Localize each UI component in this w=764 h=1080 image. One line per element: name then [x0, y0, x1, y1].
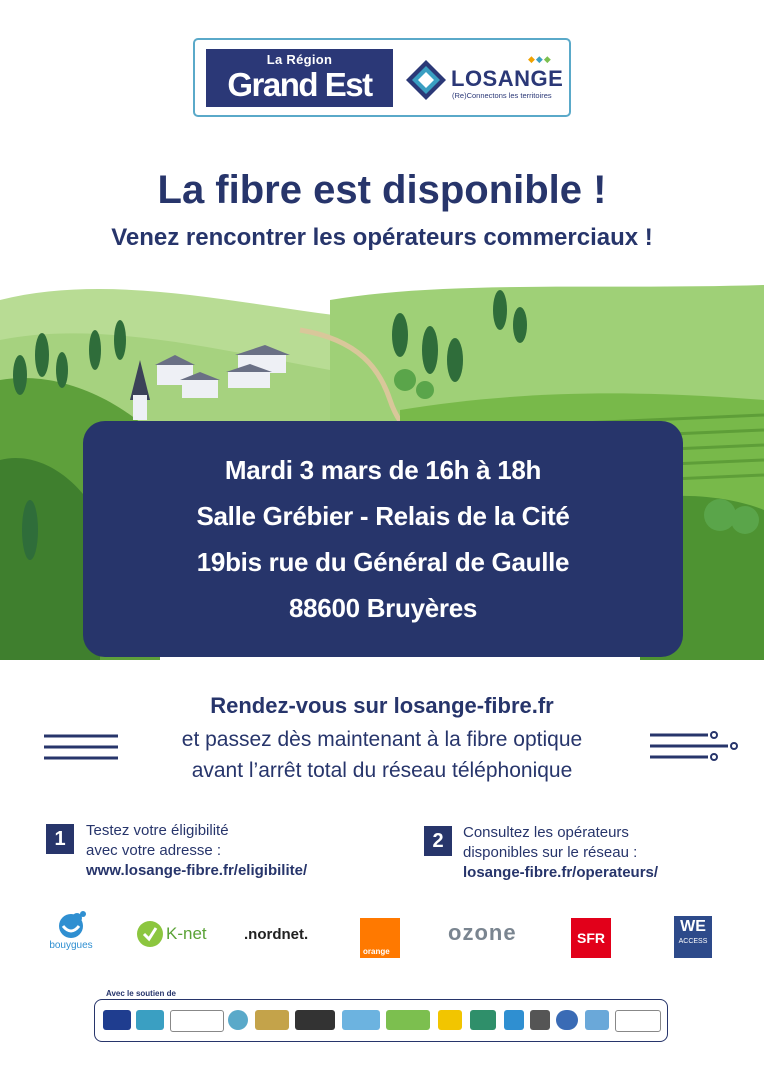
event-date: Mardi 3 mars de 16h à 18h: [224, 455, 542, 485]
event-city: 88600 Bruyères: [288, 593, 478, 623]
aube-logo: [295, 1010, 335, 1030]
event-venue: Salle Grébier - Relais de la Cité: [196, 501, 570, 531]
step-1-link[interactable]: www.losange-fibre.fr/eligibilite/: [86, 862, 308, 879]
sponsor-logo-2: [170, 1010, 224, 1032]
eu-flag-icon: [103, 1010, 131, 1030]
region-label: La Région: [266, 52, 333, 67]
cta-line3: avant l’arrêt total du réseau téléphonique: [191, 759, 573, 782]
knet-circle-icon: [136, 920, 164, 948]
sponsor-logo-4: [255, 1010, 289, 1030]
region-name: Grand Est: [227, 66, 372, 103]
weaccess-top: WE: [680, 918, 706, 935]
fiber-lines-right-icon: [648, 730, 740, 764]
haute-marne-logo: [342, 1010, 380, 1030]
sponsor-logo-7: [504, 1010, 524, 1030]
sponsor-logo-10: [585, 1010, 609, 1030]
knet-name: K-net: [166, 924, 207, 943]
region-grand-est-logo: [206, 49, 393, 107]
sfr-logo: SFR: [571, 918, 611, 958]
weaccess-logo: [674, 916, 712, 958]
step-2-badge: 2: [424, 826, 452, 856]
event-info-box: [83, 421, 683, 657]
cta-website[interactable]: Rendez-vous sur losange-fibre.fr: [210, 693, 554, 718]
sponsor-logo-11: [615, 1010, 661, 1032]
bouygues-name: bouygues: [49, 940, 93, 951]
step-2-line1: Consultez les opérateurs: [463, 824, 629, 841]
support-label: Avec le soutien de: [106, 989, 176, 998]
sponsor-logo-5: [438, 1010, 462, 1030]
cta-line2: et passez dès maintenant à la fibre optique: [181, 728, 583, 751]
bouygues-logo: [46, 910, 96, 958]
sponsor-logo-6: [470, 1010, 496, 1030]
sponsor-logo-1: [136, 1010, 164, 1030]
page-title: La fibre est disponible !: [157, 168, 607, 212]
marne-logo: [386, 1010, 430, 1030]
step-2-line2: disponibles sur le réseau :: [463, 844, 638, 861]
bouygues-bubbles-icon: [46, 910, 96, 940]
fiber-lines-left-icon: [44, 733, 122, 763]
event-street: 19bis rue du Général de Gaulle: [196, 547, 570, 577]
losange-dots-icon: ◆◆◆: [528, 54, 552, 64]
sponsor-logo-8: [530, 1010, 550, 1030]
losange-tagline: (Re)Connectons les territoires: [452, 91, 552, 100]
knet-logo: [136, 920, 216, 950]
losange-diamond-icon: [404, 58, 448, 102]
orange-logo: [360, 918, 400, 958]
step-1-text: [86, 821, 307, 881]
sponsor-logo-3: [228, 1010, 248, 1030]
nordnet-logo: .nordnet.: [244, 926, 309, 943]
step-2-text: [463, 823, 658, 883]
step-1-line1: Testez votre éligibilité: [86, 822, 229, 839]
step-1-line2: avec votre adresse :: [86, 842, 222, 859]
ozone-logo: ozone: [448, 920, 517, 945]
page-subtitle: Venez rencontrer les opérateurs commerciaux !: [111, 224, 653, 251]
step-1-badge: 1: [46, 824, 74, 854]
sponsor-logo-9: [556, 1010, 578, 1030]
step-2-link[interactable]: losange-fibre.fr/operateurs/: [463, 864, 659, 881]
orange-name: orange: [363, 947, 390, 956]
weaccess-sub: ACCESS: [678, 938, 708, 945]
losange-name: LOSANGE: [451, 66, 564, 91]
